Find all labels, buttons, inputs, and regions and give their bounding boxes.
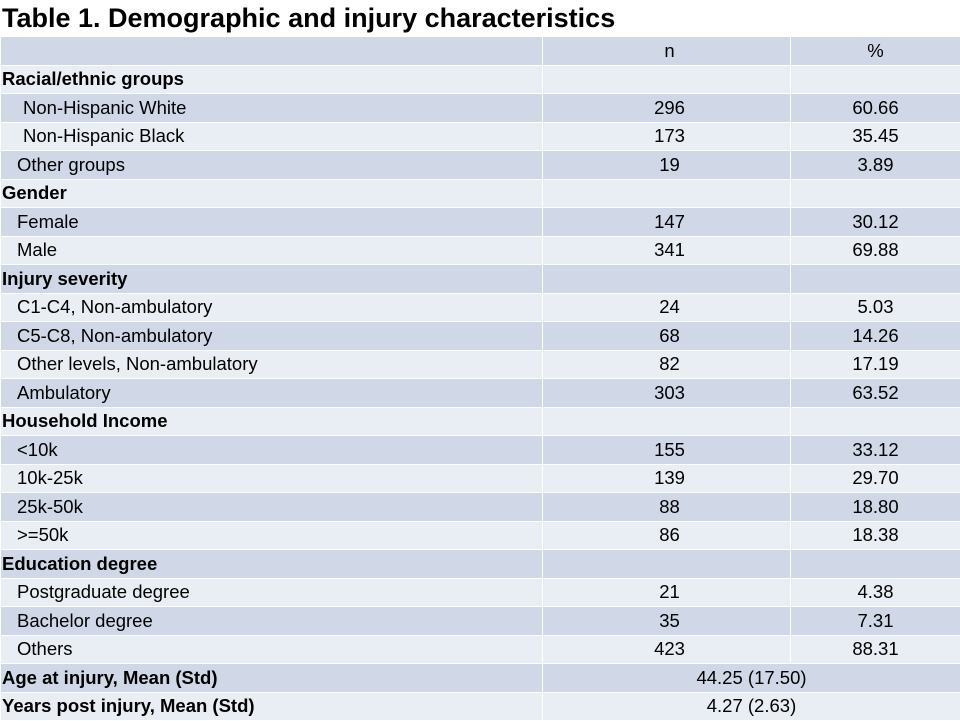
characteristics-table xyxy=(0,36,960,721)
count-cell: 68 xyxy=(543,322,791,351)
percent-cell xyxy=(791,65,960,94)
count-cell xyxy=(543,179,791,208)
section-label: Racial/ethnic groups xyxy=(1,65,543,94)
percent-cell: 3.89 xyxy=(791,151,960,180)
table-section-row xyxy=(1,65,960,94)
percent-cell xyxy=(791,407,960,436)
row-label: Others xyxy=(1,635,543,664)
count-cell: 296 xyxy=(543,94,791,123)
table-row xyxy=(1,322,960,351)
table-row xyxy=(1,236,960,265)
row-label: C5-C8, Non-ambulatory xyxy=(1,322,543,351)
row-label: Female xyxy=(1,208,543,237)
table-section-row xyxy=(1,179,960,208)
table-section-row xyxy=(1,664,960,693)
percent-cell: 18.38 xyxy=(791,521,960,550)
row-label: Bachelor degree xyxy=(1,607,543,636)
table-header-row xyxy=(1,37,960,66)
section-label: Years post injury, Mean (Std) xyxy=(1,692,543,721)
percent-cell: 88.31 xyxy=(791,635,960,664)
percent-cell: 33.12 xyxy=(791,436,960,465)
header-cell-label xyxy=(1,37,543,66)
table-row xyxy=(1,208,960,237)
section-label: Injury severity xyxy=(1,265,543,294)
row-label: Other levels, Non-ambulatory xyxy=(1,350,543,379)
percent-cell: 17.19 xyxy=(791,350,960,379)
count-cell: 35 xyxy=(543,607,791,636)
percent-cell: 5.03 xyxy=(791,293,960,322)
percent-cell: 60.66 xyxy=(791,94,960,123)
percent-cell xyxy=(791,179,960,208)
table-section-row xyxy=(1,550,960,579)
row-label: Male xyxy=(1,236,543,265)
percent-cell: 63.52 xyxy=(791,379,960,408)
count-cell xyxy=(543,407,791,436)
percent-cell: 18.80 xyxy=(791,493,960,522)
count-cell xyxy=(543,65,791,94)
percent-cell: 4.38 xyxy=(791,578,960,607)
count-cell: 24 xyxy=(543,293,791,322)
count-cell: 303 xyxy=(543,379,791,408)
table-title: Table 1. Demographic and injury characteristics xyxy=(2,0,615,36)
count-cell: 88 xyxy=(543,493,791,522)
count-cell: 21 xyxy=(543,578,791,607)
count-cell: 423 xyxy=(543,635,791,664)
table-row xyxy=(1,436,960,465)
count-cell xyxy=(543,550,791,579)
count-cell: 86 xyxy=(543,521,791,550)
percent-cell: 35.45 xyxy=(791,122,960,151)
table-section-row xyxy=(1,407,960,436)
table-section-row xyxy=(1,265,960,294)
row-label: Non-Hispanic Black xyxy=(1,122,543,151)
table-row xyxy=(1,607,960,636)
count-cell: 155 xyxy=(543,436,791,465)
row-label: 10k-25k xyxy=(1,464,543,493)
row-label: <10k xyxy=(1,436,543,465)
count-cell: 19 xyxy=(543,151,791,180)
percent-cell: 7.31 xyxy=(791,607,960,636)
percent-cell: 14.26 xyxy=(791,322,960,351)
percent-cell: 30.12 xyxy=(791,208,960,237)
table-row xyxy=(1,151,960,180)
row-label: 25k-50k xyxy=(1,493,543,522)
count-cell: 147 xyxy=(543,208,791,237)
count-cell xyxy=(543,265,791,294)
table-row xyxy=(1,122,960,151)
percent-cell xyxy=(791,550,960,579)
section-label: Age at injury, Mean (Std) xyxy=(1,664,543,693)
table-row xyxy=(1,635,960,664)
section-label: Gender xyxy=(1,179,543,208)
count-cell: 341 xyxy=(543,236,791,265)
table-row xyxy=(1,464,960,493)
row-label: Non-Hispanic White xyxy=(1,94,543,123)
section-label: Household Income xyxy=(1,407,543,436)
count-cell: 139 xyxy=(543,464,791,493)
table-row xyxy=(1,379,960,408)
table-row xyxy=(1,521,960,550)
percent-cell xyxy=(791,265,960,294)
section-label: Education degree xyxy=(1,550,543,579)
table-body xyxy=(1,37,960,721)
table-row xyxy=(1,578,960,607)
table-row xyxy=(1,493,960,522)
row-label: Ambulatory xyxy=(1,379,543,408)
table-row xyxy=(1,293,960,322)
table-section-row xyxy=(1,692,960,721)
mean-std-value: 4.27 (2.63) xyxy=(543,692,960,721)
count-cell: 173 xyxy=(543,122,791,151)
mean-std-value: 44.25 (17.50) xyxy=(543,664,960,693)
count-cell: 82 xyxy=(543,350,791,379)
table-row xyxy=(1,94,960,123)
row-label: C1-C4, Non-ambulatory xyxy=(1,293,543,322)
row-label: >=50k xyxy=(1,521,543,550)
header-cell-n: n xyxy=(543,37,791,66)
row-label: Other groups xyxy=(1,151,543,180)
percent-cell: 69.88 xyxy=(791,236,960,265)
table-row xyxy=(1,350,960,379)
header-cell-percent: % xyxy=(791,37,960,66)
row-label: Postgraduate degree xyxy=(1,578,543,607)
percent-cell: 29.70 xyxy=(791,464,960,493)
